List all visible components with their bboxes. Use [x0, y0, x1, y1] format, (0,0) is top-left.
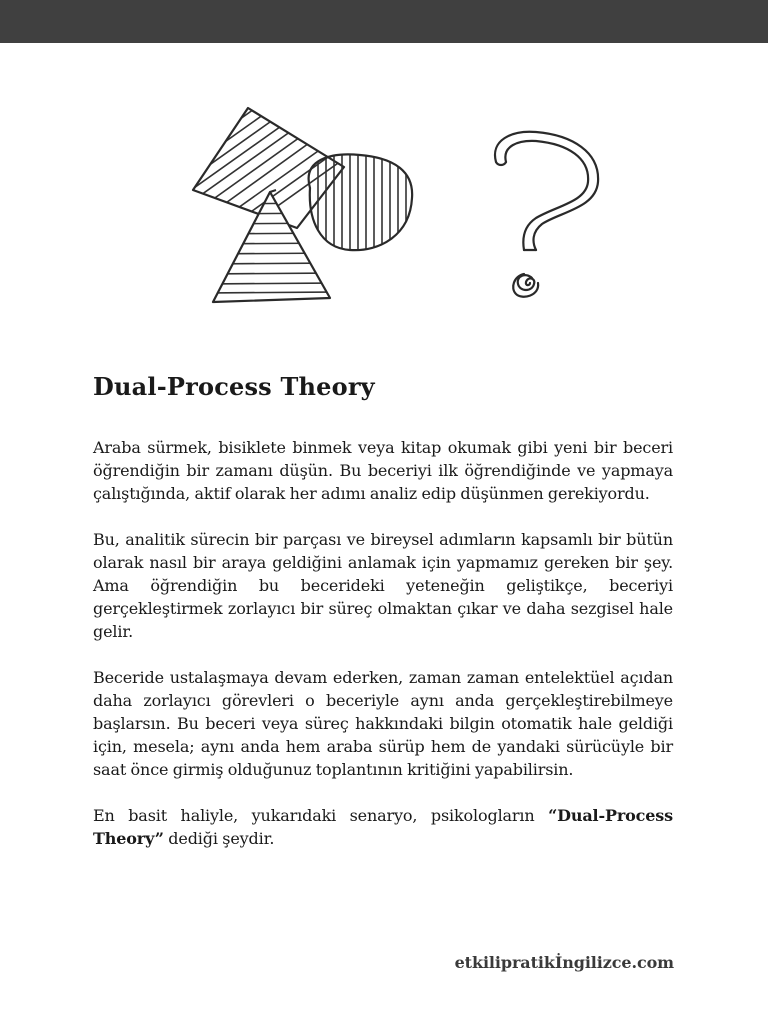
paragraph-2: Bu, analitik sürecin bir parçası ve bireysel adımların kapsamlı bir bütün olarak nasıl bir araya geldiğini anlamak için yapmamız gereken bir şey. Ama öğrendiğin bu becerideki yeteneğin geliştikçe, beceriyi gerçekleştirmek zorlayıcı bir süreç olmaktan çıkar ve daha sezgisel hale gelir. — [93, 530, 673, 641]
top-bar — [0, 0, 768, 43]
shapes-illustration — [180, 100, 620, 310]
paragraph-4 — [93, 804, 673, 850]
paragraph-4-end: dediği şeydir. — [163, 829, 275, 848]
paragraph-3: Beceride ustalaşmaya devam ederken, zaman zaman entelektüel açıdan daha zorlayıcı görevleri o beceriyle aynı anda gerçekleştirebilmeye başlarsın. Bu beceri veya süreç hakkındaki bilgin otomatik hale geldiği için, mesela; aynı anda hem araba sürüp hem de yandaki sürücüyle bir saat önce girmiş olduğunuz toplantının kritiğini yapabilirsin. — [93, 668, 673, 779]
question-mark-icon — [495, 132, 598, 297]
paragraph-4-start: En basit haliyle, yukarıdaki senaryo, psikologların — [93, 806, 549, 825]
page-title: Dual-Process Theory — [93, 372, 375, 401]
paragraph-1: Araba sürmek, bisiklete binmek veya kitap okumak gibi yeni bir beceri öğrendiğin bir zamanı düşün. Bu beceriyi ilk öğrendiğinde ve yapmaya çalıştığında, aktif olarak her adımı analiz edip düşünmen gerekiyordu. — [93, 438, 673, 503]
hatched-triangle-icon — [200, 190, 340, 304]
footer-website: etkilipratikİngilizce.com — [454, 953, 674, 972]
paragraph-4-term: “Dual-Process Theory” — [93, 806, 673, 848]
hatched-square-icon — [180, 100, 410, 254]
body-text — [93, 436, 673, 850]
